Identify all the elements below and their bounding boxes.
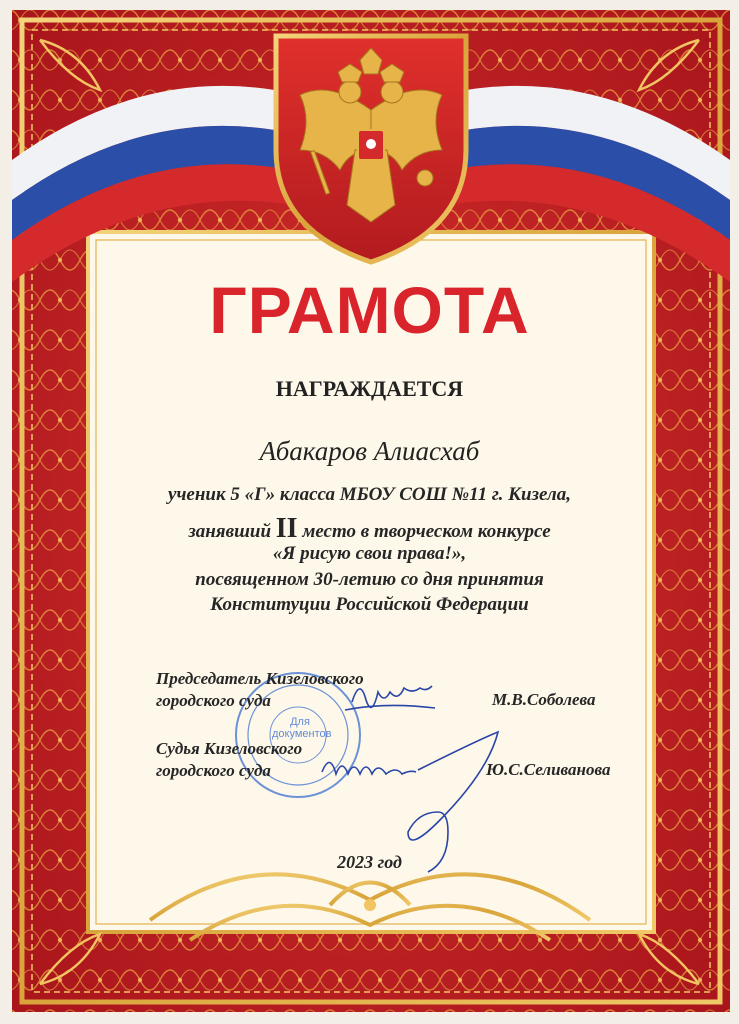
stamp-text-line2: документов xyxy=(272,728,332,740)
certificate-year: 2023 год xyxy=(337,852,402,872)
place-line xyxy=(0,513,739,545)
signatory-2-name: Ю.С.Селиванова xyxy=(486,760,611,779)
signatory-2-title-line2: городского суда xyxy=(156,761,271,780)
stamp-text xyxy=(272,716,332,740)
place-prefix: занявший xyxy=(188,521,272,542)
contest-name-line: «Я рисую свои права!», xyxy=(272,543,467,564)
signatory-1-title-line1: Председатель Кизеловского xyxy=(156,669,364,688)
recipient-class-line: ученик 5 «Г» класса МБОУ СОШ №11 г. Кизела, xyxy=(168,484,571,505)
signatory-1-name: М.В.Соболева xyxy=(492,690,596,709)
awarded-label: НАГРАЖДАЕТСЯ xyxy=(275,376,464,401)
signatory-1-title-line2: городского суда xyxy=(156,691,271,710)
stamp-text-line1: Для xyxy=(290,716,310,728)
signatory-2-title-line1: Судья Кизеловского xyxy=(156,739,303,758)
signatory-2-title xyxy=(156,738,302,782)
place-roman-numeral: II xyxy=(275,513,298,544)
dedication-line: посвященном 30-летию со дня принятия xyxy=(195,569,544,590)
signatory-1-title xyxy=(156,668,364,712)
place-suffix: место в творческом конкурсе xyxy=(302,521,551,542)
recipient-name: Абакаров Алиасхаб xyxy=(259,436,480,466)
constitution-line: Конституции Российской Федерации xyxy=(210,594,529,615)
certificate-title: ГРАМОТА xyxy=(209,273,530,347)
